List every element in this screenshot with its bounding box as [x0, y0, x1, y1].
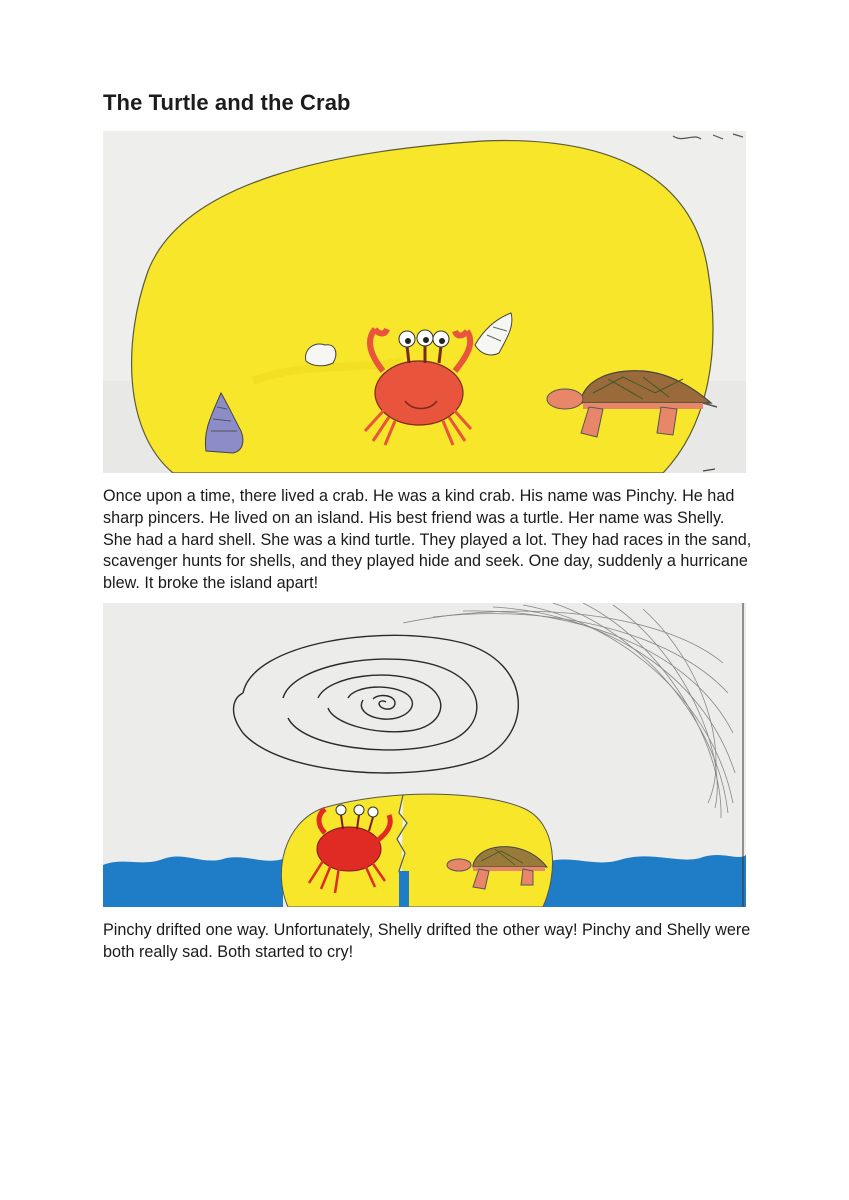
illustration-hurricane [103, 603, 746, 907]
sea-waves [103, 856, 283, 907]
story-title: The Turtle and the Crab [103, 90, 351, 115]
illustration-island [103, 131, 746, 473]
story-paragraph: Once upon a time, there lived a crab. He was a kind crab. His name was Pinchy. He had sharp pincers. He lived on an island. His best friend was a turtle. Her name was Shelly. She had a hard shell. She was a kind turtle. They played a lot. They had races in the sand, scavenger hunts for shells, and they played hide and seek. One day, suddenly a hurricane blew. It broke the island apart! [103, 487, 752, 593]
small-shell-drawing [306, 344, 336, 366]
story-paragraph: Pinchy drifted one way. Unfortunately, Shelly drifted the other way! Pinchy and Shelly were both really sad. Both started to cry! [103, 921, 751, 961]
